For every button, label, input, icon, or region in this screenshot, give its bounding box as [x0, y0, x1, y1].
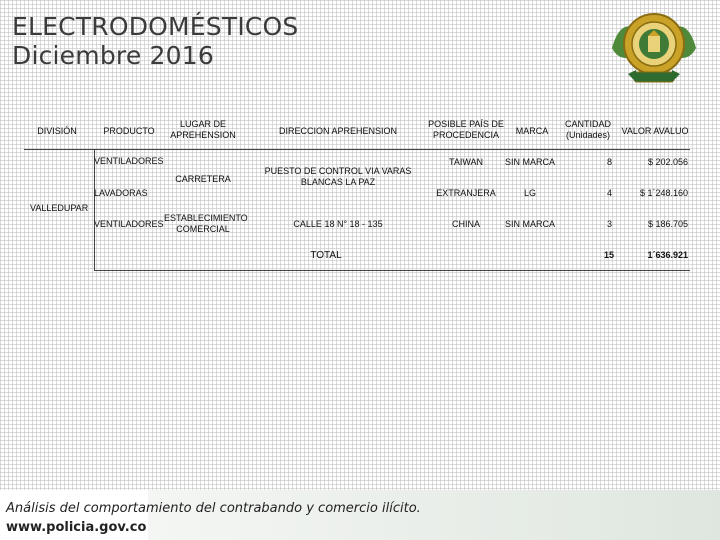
row-1-valor: $ 202.056: [647, 157, 688, 167]
header-producto: PRODUCTO: [103, 126, 155, 136]
row-2-producto: LAVADORAS: [94, 188, 148, 198]
row-3-cantidad: 3: [606, 219, 612, 229]
direccion-puesto-control: PUESTO DE CONTROL VIA VARAS BLANCAS LA PAZ: [264, 166, 412, 187]
header-cantidad: CANTIDAD (Unidades): [564, 119, 611, 140]
lugar-establecimiento: ESTABLECIMIENTO COMERCIAL: [164, 213, 248, 234]
row-1-pais: TAIWAN: [449, 157, 483, 167]
header-division: DIVISIÓN: [37, 126, 77, 136]
row-1-producto: VENTILADORES: [94, 156, 164, 166]
lugar-carretera: CARRETERA: [175, 174, 231, 184]
table-rule: [94, 149, 95, 270]
row-2-cantidad: 4: [606, 188, 612, 198]
row-2-marca: LG: [523, 188, 536, 198]
title-block: [12, 12, 299, 70]
table-rule: [94, 270, 690, 271]
row-2-pais: EXTRANJERA: [436, 188, 496, 198]
direccion-calle: CALLE 18 N° 18 - 135: [293, 219, 383, 229]
total-cantidad: 15: [603, 250, 614, 260]
header-valor: VALOR AVALUO: [621, 126, 689, 136]
table-rule: [24, 149, 690, 150]
footer-caption: Análisis del comportamiento del contrabando y comercio ilícito.: [6, 501, 421, 516]
header-marca: MARCA: [515, 126, 549, 136]
header-pais: POSIBLE PAÍS DE PROCEDENCIA: [428, 119, 504, 140]
row-3-producto: VENTILADORES: [94, 219, 164, 229]
footer: [0, 490, 720, 540]
policia-nacional-seal-icon: [608, 8, 700, 88]
total-label: TOTAL: [310, 250, 342, 261]
footer-url-link[interactable]: www.policia.gov.co: [6, 520, 147, 535]
total-valor: 1´636.921: [647, 250, 688, 260]
page-title: ELECTRODOMÉSTICOS: [12, 12, 299, 41]
header-lugar: LUGAR DE APREHENSION: [170, 119, 236, 140]
row-1-marca: SIN MARCA: [504, 157, 555, 167]
page-subtitle: Diciembre 2016: [12, 41, 214, 70]
row-1-cantidad: 8: [606, 157, 612, 167]
division-name: VALLEDUPAR: [30, 203, 89, 213]
row-2-valor: $ 1´248.160: [639, 188, 688, 198]
row-3-valor: $ 186.705: [647, 219, 688, 229]
header-direccion: DIRECCION APREHENSION: [278, 126, 398, 136]
row-3-marca: SIN MARCA: [504, 219, 555, 229]
row-3-pais: CHINA: [451, 219, 480, 229]
